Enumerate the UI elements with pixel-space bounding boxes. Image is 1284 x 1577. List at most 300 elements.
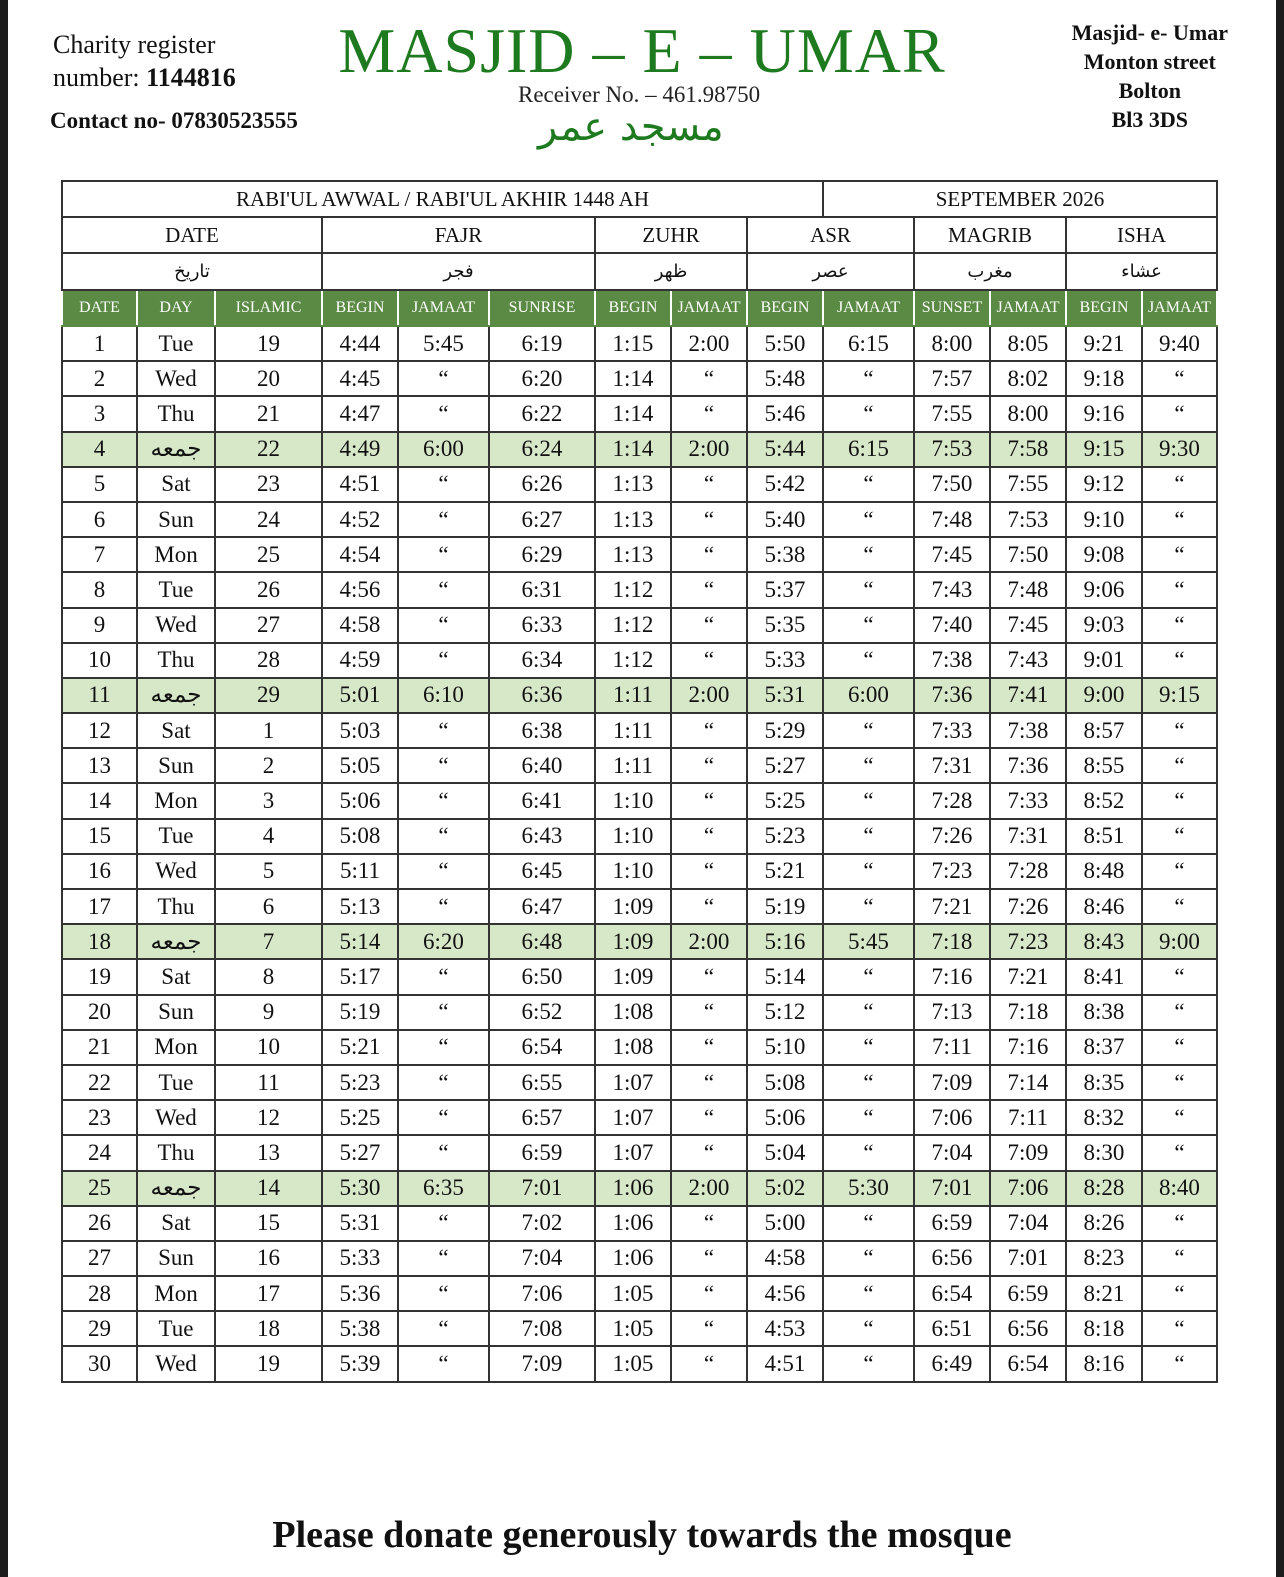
table-cell: 2 [62,361,137,396]
table-cell: 1:13 [595,537,671,572]
table-cell: “ [398,502,489,537]
table-cell: 6:22 [489,396,595,431]
table-cell: “ [823,361,914,396]
table-cell: 2:00 [671,1171,747,1206]
table-cell: “ [398,854,489,889]
table-cell: 1:13 [595,502,671,537]
table-cell: “ [398,1030,489,1065]
table-cell: Thu [137,1135,215,1170]
table-cell: 7 [62,537,137,572]
table-cell: Mon [137,1276,215,1311]
table-cell: “ [671,1065,747,1100]
table-cell: 5:33 [322,1241,398,1276]
table-cell: 10 [215,1030,322,1065]
table-cell: “ [398,1346,489,1381]
table-cell: 7:08 [489,1311,595,1346]
table-cell: “ [1142,537,1217,572]
table-cell: 7:36 [990,748,1066,783]
table-cell: 1:05 [595,1311,671,1346]
table-row [62,713,1217,748]
table-cell: 7:23 [914,854,990,889]
table-cell: 1 [215,713,322,748]
table-cell: 5:45 [823,924,914,959]
table-cell: 5:00 [747,1206,823,1241]
table-cell: 7:21 [914,889,990,924]
table-cell: 4:52 [322,502,398,537]
table-cell: Sat [137,467,215,502]
table-cell: 7:09 [489,1346,595,1381]
group-arabic-magrib: مغرب [914,253,1066,290]
table-cell: 8:51 [1066,819,1142,854]
table-row [62,1065,1217,1100]
table-cell: 4 [215,819,322,854]
table-cell: Tue [137,326,215,361]
table-cell: “ [671,819,747,854]
table-cell: 1:13 [595,467,671,502]
group-header-zuhr: ZUHR [595,217,747,253]
table-cell: 13 [215,1135,322,1170]
table-cell: “ [1142,959,1217,994]
address-line: Masjid- e- Umar [1071,20,1228,45]
table-cell: 7:45 [990,608,1066,643]
table-cell: “ [823,1030,914,1065]
table-cell: “ [823,1206,914,1241]
table-cell: 1:09 [595,924,671,959]
table-cell: 1:07 [595,1135,671,1170]
table-cell: 21 [62,1030,137,1065]
table-cell: “ [398,959,489,994]
table-cell: 29 [215,678,322,713]
table-cell: 1:07 [595,1065,671,1100]
table-row [62,1030,1217,1065]
table-cell: “ [823,1241,914,1276]
table-cell: “ [823,467,914,502]
table-cell: “ [671,1100,747,1135]
table-cell: 8:38 [1066,995,1142,1030]
table-cell: 7:40 [914,608,990,643]
table-cell: 1:12 [595,572,671,607]
table-cell: 5:38 [747,537,823,572]
table-cell: 1:06 [595,1171,671,1206]
table-cell: 1:15 [595,326,671,361]
table-cell: 4:53 [747,1311,823,1346]
table-cell: 4:54 [322,537,398,572]
table-cell: “ [1142,572,1217,607]
timetable-sheet [8,0,1276,1577]
contact-number: Contact no- 07830523555 [50,108,298,133]
table-cell: “ [671,713,747,748]
table-row [62,748,1217,783]
table-cell: “ [398,396,489,431]
table-cell: 7:26 [990,889,1066,924]
gregorian-month-header: SEPTEMBER 2026 [823,181,1217,217]
table-cell: 29 [62,1311,137,1346]
table-cell: 6:50 [489,959,595,994]
table-row [62,995,1217,1030]
table-cell: 9:21 [1066,326,1142,361]
table-cell: “ [823,1100,914,1135]
table-cell: 8:26 [1066,1206,1142,1241]
table-cell: 6:20 [398,924,489,959]
table-cell: “ [1142,995,1217,1030]
table-cell: 22 [215,432,322,467]
table-cell: 9:15 [1066,432,1142,467]
table-cell: 7:01 [489,1171,595,1206]
table-cell: “ [823,854,914,889]
table-cell: “ [823,643,914,678]
table-cell: 5:01 [322,678,398,713]
table-cell: “ [1142,1346,1217,1381]
column-header: JAMAAT [1142,290,1217,326]
table-cell: 7:04 [914,1135,990,1170]
table-cell: 1:05 [595,1276,671,1311]
table-row [62,783,1217,818]
table-cell: “ [671,1346,747,1381]
table-cell: 7:04 [990,1206,1066,1241]
prayer-timetable [61,180,1218,1383]
table-cell: 5:17 [322,959,398,994]
table-cell: 5:35 [747,608,823,643]
table-cell: “ [823,537,914,572]
table-cell: 6:59 [489,1135,595,1170]
table-cell: “ [671,748,747,783]
table-cell: 5 [62,467,137,502]
table-cell: “ [671,783,747,818]
table-cell: “ [398,748,489,783]
table-cell: 5:44 [747,432,823,467]
table-cell: 4:58 [747,1241,823,1276]
table-cell: 1:06 [595,1206,671,1241]
table-cell: “ [398,1311,489,1346]
table-cell: 6:51 [914,1311,990,1346]
table-cell: 4:47 [322,396,398,431]
table-cell: 7:43 [990,643,1066,678]
table-cell: 8:00 [990,396,1066,431]
table-cell: 1:09 [595,959,671,994]
table-cell: 5:42 [747,467,823,502]
table-cell: Wed [137,854,215,889]
table-cell: 6:56 [990,1311,1066,1346]
table-cell: 7:31 [990,819,1066,854]
table-cell: “ [823,889,914,924]
column-header: JAMAAT [398,290,489,326]
table-cell: 2:00 [671,326,747,361]
table-cell: 4 [62,432,137,467]
table-cell: 8 [215,959,322,994]
table-cell: 8:32 [1066,1100,1142,1135]
table-row [62,572,1217,607]
table-cell: 6:10 [398,678,489,713]
table-cell: 5:02 [747,1171,823,1206]
table-cell: “ [823,995,914,1030]
table-cell: Tue [137,1311,215,1346]
table-cell: “ [398,361,489,396]
table-cell: 7:23 [990,924,1066,959]
table-cell: Sat [137,1206,215,1241]
group-arabic-fajr: فجر [322,253,595,290]
table-cell: 7:53 [914,432,990,467]
table-cell: Wed [137,1100,215,1135]
table-cell: 4:45 [322,361,398,396]
table-cell: “ [1142,502,1217,537]
table-cell: 5:30 [823,1171,914,1206]
table-cell: 1:08 [595,995,671,1030]
table-cell: “ [398,713,489,748]
table-cell: 4:56 [322,572,398,607]
table-cell: 7:38 [914,643,990,678]
table-cell: “ [398,467,489,502]
table-cell: 7:33 [914,713,990,748]
table-cell: 16 [62,854,137,889]
table-cell: 6:20 [489,361,595,396]
table-cell: 6:57 [489,1100,595,1135]
column-header: BEGIN [322,290,398,326]
table-cell: 6:43 [489,819,595,854]
table-cell: 18 [62,924,137,959]
table-cell: 7:18 [990,995,1066,1030]
table-cell: 5:50 [747,326,823,361]
table-cell: Mon [137,537,215,572]
table-cell: 7:13 [914,995,990,1030]
table-cell: “ [823,748,914,783]
table-cell: Sun [137,502,215,537]
table-cell: 7:26 [914,819,990,854]
table-cell: 20 [62,995,137,1030]
address-line: Bolton [1118,78,1181,103]
table-cell: 8:37 [1066,1030,1142,1065]
table-cell: 7:33 [990,783,1066,818]
table-cell: Mon [137,783,215,818]
table-cell: “ [398,1276,489,1311]
table-cell: Mon [137,1030,215,1065]
table-cell: 9:06 [1066,572,1142,607]
table-cell: 20 [215,361,322,396]
column-header: BEGIN [1066,290,1142,326]
table-cell: 8:16 [1066,1346,1142,1381]
mosque-title: MASJID – E – UMAR [338,15,946,86]
table-cell: 5:21 [747,854,823,889]
table-cell: 8:05 [990,326,1066,361]
table-cell: 8:40 [1142,1171,1217,1206]
table-cell: 7:57 [914,361,990,396]
table-cell: 7:53 [990,502,1066,537]
table-cell: “ [671,361,747,396]
table-cell: “ [398,819,489,854]
column-header: JAMAAT [823,290,914,326]
table-cell: “ [823,1135,914,1170]
table-cell: “ [1142,1276,1217,1311]
table-cell: 5:08 [747,1065,823,1100]
column-header: JAMAAT [990,290,1066,326]
table-cell: 6:59 [914,1206,990,1241]
table-cell: Wed [137,1346,215,1381]
table-cell: 6 [215,889,322,924]
table-cell: 9:12 [1066,467,1142,502]
table-cell: 9:00 [1142,924,1217,959]
table-cell: 17 [62,889,137,924]
mosque-address [1072,18,1228,134]
table-cell: 7:06 [489,1276,595,1311]
table-cell: 5:31 [747,678,823,713]
table-cell: “ [671,572,747,607]
table-row [62,1100,1217,1135]
table-cell: 7:50 [914,467,990,502]
table-cell: “ [1142,748,1217,783]
table-cell: جمعه [137,678,215,713]
table-cell: “ [1142,608,1217,643]
table-cell: 8:00 [914,326,990,361]
table-cell: 4:44 [322,326,398,361]
table-cell: 7:16 [990,1030,1066,1065]
table-cell: 5:38 [322,1311,398,1346]
table-row [62,924,1217,959]
table-cell: 14 [62,783,137,818]
table-cell: “ [1142,1030,1217,1065]
table-cell: 5:29 [747,713,823,748]
table-cell: “ [671,608,747,643]
table-cell: Thu [137,396,215,431]
table-cell: “ [823,959,914,994]
table-cell: 5:25 [322,1100,398,1135]
table-cell: “ [823,1311,914,1346]
table-row [62,326,1217,361]
table-cell: 5:10 [747,1030,823,1065]
table-cell: 7:01 [990,1241,1066,1276]
receiver-number: Receiver No. – 461.98750 [518,82,761,107]
table-cell: 9:16 [1066,396,1142,431]
table-cell: 9:18 [1066,361,1142,396]
table-cell: 5:13 [322,889,398,924]
table-cell: 1:14 [595,396,671,431]
table-cell: 2:00 [671,924,747,959]
table-cell: 6:54 [990,1346,1066,1381]
table-cell: 7:04 [489,1241,595,1276]
table-cell: “ [1142,1065,1217,1100]
table-cell: 5:31 [322,1206,398,1241]
table-cell: “ [398,608,489,643]
table-cell: 5:39 [322,1346,398,1381]
table-cell: 6:54 [914,1276,990,1311]
table-cell: “ [398,889,489,924]
table-cell: 7:02 [489,1206,595,1241]
table-cell: 17 [215,1276,322,1311]
table-cell: “ [671,854,747,889]
table-cell: 9:15 [1142,678,1217,713]
table-cell: 19 [215,1346,322,1381]
table-cell: 1:05 [595,1346,671,1381]
table-cell: 5:05 [322,748,398,783]
table-cell: 1 [62,326,137,361]
table-cell: 8:23 [1066,1241,1142,1276]
table-cell: 5:30 [322,1171,398,1206]
table-cell: 5:19 [322,995,398,1030]
table-cell: “ [823,608,914,643]
table-cell: 6:15 [823,326,914,361]
table-cell: 1:14 [595,432,671,467]
table-cell: “ [1142,1206,1217,1241]
table-cell: 6:34 [489,643,595,678]
table-cell: “ [1142,819,1217,854]
table-cell: “ [671,1206,747,1241]
arabic-mosque-name: مسجد عمر [538,104,724,150]
table-cell: 5:04 [747,1135,823,1170]
table-row [62,889,1217,924]
table-cell: 13 [62,748,137,783]
table-cell: 19 [215,326,322,361]
table-cell: جمعه [137,432,215,467]
table-row [62,643,1217,678]
table-cell: 24 [62,1135,137,1170]
table-cell: 7:36 [914,678,990,713]
table-cell: “ [1142,713,1217,748]
table-cell: “ [671,1311,747,1346]
table-cell: 7:43 [914,572,990,607]
table-cell: 26 [215,572,322,607]
table-cell: 6:33 [489,608,595,643]
table-cell: “ [823,783,914,818]
table-cell: 8:21 [1066,1276,1142,1311]
table-cell: 6:48 [489,924,595,959]
table-row [62,819,1217,854]
table-cell: 25 [62,1171,137,1206]
table-cell: 7:28 [990,854,1066,889]
table-cell: 2:00 [671,678,747,713]
table-cell: 11 [215,1065,322,1100]
column-header: ISLAMIC [215,290,322,326]
table-cell: 6:49 [914,1346,990,1381]
table-cell: 7:06 [914,1100,990,1135]
table-cell: 7:11 [914,1030,990,1065]
table-cell: 6:40 [489,748,595,783]
table-row [62,432,1217,467]
table-cell: 16 [215,1241,322,1276]
table-cell: 2:00 [671,432,747,467]
table-cell: 4:56 [747,1276,823,1311]
table-cell: 5:21 [322,1030,398,1065]
table-cell: 5:45 [398,326,489,361]
table-cell: “ [398,783,489,818]
table-cell: 6:36 [489,678,595,713]
table-cell: “ [398,995,489,1030]
table-cell: “ [823,1276,914,1311]
table-cell: 5:06 [322,783,398,818]
column-header: SUNSET [914,290,990,326]
table-cell: 5:23 [747,819,823,854]
table-cell: Sun [137,1241,215,1276]
table-cell: 15 [62,819,137,854]
address-line: Monton street [1083,49,1216,74]
table-cell: 8:57 [1066,713,1142,748]
table-cell: 6:35 [398,1171,489,1206]
table-cell: “ [823,572,914,607]
group-header-magrib: MAGRIB [914,217,1066,253]
table-cell: 1:14 [595,361,671,396]
table-cell: 8:41 [1066,959,1142,994]
table-cell: 3 [215,783,322,818]
table-cell: 5:11 [322,854,398,889]
table-row [62,678,1217,713]
table-cell: “ [1142,396,1217,431]
group-arabic-isha: عشاء [1066,253,1217,290]
table-cell: 5:27 [322,1135,398,1170]
table-cell: 5:03 [322,713,398,748]
table-cell: 7:21 [990,959,1066,994]
table-cell: “ [1142,783,1217,818]
table-cell: 6:26 [489,467,595,502]
table-cell: 8:02 [990,361,1066,396]
table-cell: 5:33 [747,643,823,678]
table-cell: 6:47 [489,889,595,924]
